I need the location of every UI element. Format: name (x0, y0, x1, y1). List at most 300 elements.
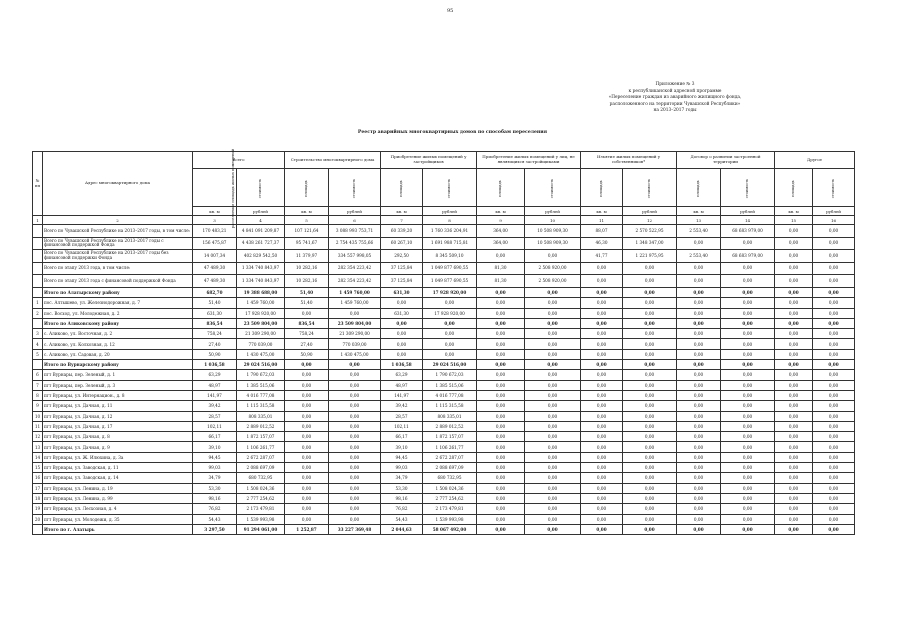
header-group-row (33, 152, 855, 169)
row-value: 0,00 (477, 339, 525, 349)
row-value: 0,00 (721, 483, 775, 493)
row-value: 0,00 (721, 329, 775, 339)
column-number: 9 (477, 216, 525, 225)
row-value: 0,00 (775, 329, 813, 339)
row-value: 1 459 760,00 (329, 298, 381, 308)
row-value: 102,11 (193, 421, 237, 431)
sub-header: площадь (477, 169, 525, 207)
row-address: пос. Восход, ул. Молодежная, д. 2 (43, 308, 193, 318)
row-value: 68 683 979,00 (721, 225, 775, 238)
row-value: 0,00 (581, 524, 623, 534)
row-value: 0,00 (381, 298, 423, 308)
row-value: 0,00 (285, 421, 329, 431)
unit-header: рублей (237, 207, 285, 216)
table-row (33, 493, 855, 503)
row-value: 0,00 (623, 524, 677, 534)
row-value: 94,45 (193, 452, 237, 462)
row-value: 4 438 261 727,37 (237, 237, 285, 250)
sub-header: площадь (285, 169, 329, 207)
row-value: 88,07 (581, 225, 623, 238)
row-value: 0,00 (721, 524, 775, 534)
row-value: 631,30 (381, 287, 423, 297)
row-value: 0,00 (329, 493, 381, 503)
row-value: 770 039,00 (237, 339, 285, 349)
row-value: 0,00 (721, 308, 775, 318)
row-address: пос. Алтышево, ул. Железнодорожная, д. 7 (43, 298, 193, 308)
row-value: 0,00 (813, 308, 855, 318)
row-value: 0,00 (477, 287, 525, 297)
row-value: 0,00 (775, 442, 813, 452)
row-address: пгт Вурнары, ул. Дачная, д. 17 (43, 421, 193, 431)
row-value: 1 106 261,77 (237, 442, 285, 452)
column-number: 2 (43, 216, 193, 225)
row-value: 51,40 (285, 287, 329, 297)
row-number: 8 (33, 390, 43, 400)
row-value: 0,00 (623, 463, 677, 473)
row-value: 0,00 (525, 473, 581, 483)
row-value: 66,17 (381, 432, 423, 442)
row-number (33, 225, 43, 238)
row-address: Всего по Чувашской Республике на 2013–2017 годы, в том числе: (43, 225, 193, 238)
table-row (33, 390, 855, 400)
row-number: 13 (33, 442, 43, 452)
row-value: 0,00 (813, 360, 855, 370)
row-value: 0,00 (423, 318, 477, 328)
row-number (33, 275, 43, 288)
sub-header: стоимость (423, 169, 477, 207)
row-value: 0,00 (677, 298, 721, 308)
row-value: 0,00 (581, 452, 623, 462)
row-value: 48,97 (381, 380, 423, 390)
group-header: Другое (775, 152, 855, 169)
row-value: 0,00 (477, 360, 525, 370)
row-value: 102,11 (381, 421, 423, 431)
row-address: с. Аликово, ул. Колхозная, д. 12 (43, 339, 193, 349)
sub-header: расселяемая площадь жилых помещений (193, 169, 237, 207)
row-value: 54,43 (193, 514, 237, 524)
sub-header: стоимость (623, 169, 677, 207)
row-value: 1 430 475,00 (237, 349, 285, 359)
row-value: 1 334 740 843,97 (237, 262, 285, 275)
row-value: 0,00 (329, 432, 381, 442)
row-value: 50,90 (285, 349, 329, 359)
table-row (33, 298, 855, 308)
row-value: 0,00 (721, 370, 775, 380)
row-value: 0,00 (775, 483, 813, 493)
sub-header: площадь (775, 169, 813, 207)
row-value: 0,00 (677, 275, 721, 288)
row-value: 808 335,01 (237, 411, 285, 421)
column-number: 12 (623, 216, 677, 225)
table-row (33, 432, 855, 442)
row-value: 0,00 (285, 308, 329, 318)
row-value: 1 872 157,07 (423, 432, 477, 442)
row-value: 2 777 254,62 (423, 493, 477, 503)
unit-header: рублей (525, 207, 581, 216)
row-value: 402 829 542,50 (237, 250, 285, 263)
row-value: 1 049 877 690,55 (423, 262, 477, 275)
row-value: 0,00 (677, 493, 721, 503)
row-value: 0,00 (285, 473, 329, 483)
row-value: 0,00 (525, 329, 581, 339)
column-number: 6 (329, 216, 381, 225)
row-value: 170 483,21 (193, 225, 237, 238)
row-value: 47 489,30 (193, 262, 237, 275)
row-value: 94,45 (381, 452, 423, 462)
row-value: 0,00 (581, 339, 623, 349)
row-value: 0,00 (721, 318, 775, 328)
row-value: 0,00 (623, 339, 677, 349)
table-row (33, 504, 855, 514)
row-value: 0,00 (581, 349, 623, 359)
row-value: 0,00 (329, 442, 381, 452)
row-value: 0,00 (581, 287, 623, 297)
row-value: 33 227 369,48 (329, 524, 381, 534)
row-value: 1 106 261,77 (423, 442, 477, 452)
header-number-row (33, 216, 855, 225)
row-value: 0,00 (677, 349, 721, 359)
row-value: 0,00 (775, 370, 813, 380)
row-value: 0,00 (775, 308, 813, 318)
row-value: 0,00 (623, 380, 677, 390)
unit-header: кв. м (193, 207, 237, 216)
row-value: 2 088 697,09 (423, 463, 477, 473)
column-number: 13 (677, 216, 721, 225)
row-value: 34,79 (381, 473, 423, 483)
row-value: 0,00 (477, 452, 525, 462)
sub-header: стоимость (329, 169, 381, 207)
row-address: пгт Вурнары, ул. Ленина, д. 19 (43, 483, 193, 493)
row-address: пгт Вурнары, ул. Ленина, д. 99 (43, 493, 193, 503)
row-value: 0,00 (623, 411, 677, 421)
registry-body (33, 225, 855, 535)
row-value: 836,54 (285, 318, 329, 328)
row-value: 10 282,16 (285, 275, 329, 288)
row-value: 0,00 (721, 421, 775, 431)
row-value: 37 125,84 (381, 275, 423, 288)
row-value: 0,00 (775, 401, 813, 411)
column-number: 3 (193, 216, 237, 225)
column-number: 10 (525, 216, 581, 225)
column-number: 1 (33, 216, 43, 225)
row-value: 0,00 (581, 411, 623, 421)
row-value: 0,00 (285, 390, 329, 400)
row-value: 2 889 012,52 (237, 421, 285, 431)
row-value: 53,30 (193, 483, 237, 493)
row-value: 17 928 920,00 (237, 308, 285, 318)
row-value: 14 007,34 (193, 250, 237, 263)
row-value: 0,00 (477, 370, 525, 380)
row-value: 98,16 (193, 493, 237, 503)
row-number: 11 (33, 421, 43, 431)
total-row (33, 275, 855, 288)
row-value: 0,00 (721, 275, 775, 288)
row-value: 28,57 (193, 411, 237, 421)
row-value: 29 024 516,00 (237, 360, 285, 370)
row-value: 0,00 (581, 442, 623, 452)
row-value: 0,00 (813, 298, 855, 308)
row-value: 0,00 (775, 473, 813, 483)
row-value: 0,00 (285, 493, 329, 503)
group-header: Приобретение жилых помещений у лиц, не являющихся застройщиками (477, 152, 581, 169)
row-value: 1 430 475,00 (329, 349, 381, 359)
row-value: 0,00 (381, 329, 423, 339)
unit-header: рублей (329, 207, 381, 216)
row-value: 0,00 (581, 473, 623, 483)
row-value: 0,00 (721, 493, 775, 503)
row-value: 0,00 (775, 452, 813, 462)
row-value: 10 508 909,30 (525, 225, 581, 238)
row-value: 34,79 (193, 473, 237, 483)
row-number: 4 (33, 339, 43, 349)
row-value: 770 039,00 (329, 339, 381, 349)
row-value: 0,00 (581, 483, 623, 493)
row-value: 0,00 (477, 442, 525, 452)
row-value: 0,00 (775, 262, 813, 275)
row-value: 0,00 (677, 360, 721, 370)
row-value: 0,00 (721, 514, 775, 524)
table-row (33, 442, 855, 452)
row-value: 0,00 (581, 370, 623, 380)
row-value: 2 672 287,07 (423, 452, 477, 462)
row-value: 0,00 (423, 298, 477, 308)
row-value: 8 345 509,10 (423, 250, 477, 263)
unit-header: кв. м (581, 207, 623, 216)
row-value: 0,00 (623, 401, 677, 411)
row-value: 0,00 (623, 298, 677, 308)
row-value: 0,00 (721, 287, 775, 297)
row-address: Всего по этапу 2013 года, в том числе: (43, 262, 193, 275)
row-value: 0,00 (329, 473, 381, 483)
row-value: 0,00 (581, 432, 623, 442)
row-value: 1 508 024,36 (237, 483, 285, 493)
row-value: 51,40 (193, 298, 237, 308)
row-value: 0,00 (477, 380, 525, 390)
row-value: 0,00 (677, 287, 721, 297)
row-value: 0,00 (423, 329, 477, 339)
row-value: 0,00 (813, 401, 855, 411)
row-value: 47 489,30 (193, 275, 237, 288)
row-value: 0,00 (721, 262, 775, 275)
table-row (33, 370, 855, 380)
row-value: 0,00 (581, 493, 623, 503)
row-address: с. Аликово, ул. Восточная, д. 2 (43, 329, 193, 339)
row-value: 107 121,64 (285, 225, 329, 238)
row-value: 0,00 (813, 524, 855, 534)
row-value: 0,00 (775, 514, 813, 524)
row-number (33, 318, 43, 328)
row-value: 0,00 (329, 452, 381, 462)
row-value: 0,00 (329, 390, 381, 400)
row-value: 0,00 (623, 504, 677, 514)
row-value: 0,00 (525, 287, 581, 297)
group-header: Строительство многоквартирного дома (285, 152, 381, 169)
row-value: 0,00 (423, 339, 477, 349)
row-value: 2 570 522,95 (623, 225, 677, 238)
group-header: Изъятие жилых помещений у собственников* (581, 152, 677, 169)
row-value: 68 683 979,00 (721, 250, 775, 263)
row-value: 141,97 (193, 390, 237, 400)
row-value: 2 553,40 (677, 225, 721, 238)
row-value: 37 125,84 (381, 262, 423, 275)
row-value: 0,00 (775, 411, 813, 421)
row-value: 0,00 (285, 370, 329, 380)
row-value: 0,00 (721, 237, 775, 250)
row-value: 156 475,87 (193, 237, 237, 250)
table-row (33, 308, 855, 318)
row-value: 0,00 (581, 308, 623, 318)
row-value: 0,00 (721, 298, 775, 308)
row-value: 0,00 (525, 308, 581, 318)
row-value: 0,00 (813, 237, 855, 250)
row-value: 0,00 (477, 329, 525, 339)
row-value: 141,97 (381, 390, 423, 400)
row-value: 28,57 (381, 411, 423, 421)
row-value: 1 049 877 690,55 (423, 275, 477, 288)
row-value: 0,00 (525, 504, 581, 514)
document-title: Реестр аварийных многоквартирных домов по способам переселения (357, 130, 548, 135)
row-address: пгт Вурнары, пер. Зеленый, д. 3 (43, 380, 193, 390)
row-value: 4 841 091 209,87 (237, 225, 285, 238)
row-value: 2 173 479,81 (237, 504, 285, 514)
table-row (33, 380, 855, 390)
row-value: 0,00 (677, 463, 721, 473)
row-value: 0,00 (813, 493, 855, 503)
row-value: 0,00 (813, 262, 855, 275)
row-value: 99,03 (193, 463, 237, 473)
row-value: 0,00 (477, 524, 525, 534)
row-number (33, 262, 43, 275)
row-value: 0,00 (477, 473, 525, 483)
row-value: 0,00 (623, 349, 677, 359)
row-value: 2 088 697,09 (237, 463, 285, 473)
row-value: 1 334 740 843,97 (237, 275, 285, 288)
unit-header: рублей (813, 207, 855, 216)
row-value: 680 732,95 (237, 473, 285, 483)
table-row (33, 483, 855, 493)
row-value: 0,00 (623, 329, 677, 339)
row-address: пгт Вурнары, ул. Молодежи, д. 35 (43, 514, 193, 524)
row-value: 282 354 223,42 (329, 262, 381, 275)
unit-header: рублей (423, 207, 477, 216)
row-value: 0,00 (525, 250, 581, 263)
row-value: 0,00 (775, 390, 813, 400)
row-value: 0,00 (775, 225, 813, 238)
row-value: 60 339,20 (381, 225, 423, 238)
row-value: 292,50 (381, 250, 423, 263)
row-value: 0,00 (477, 411, 525, 421)
table-row (33, 329, 855, 339)
row-value: 50,90 (193, 349, 237, 359)
row-value: 0,00 (285, 401, 329, 411)
row-value: 1 508 024,36 (423, 483, 477, 493)
row-value: 4 016 777,08 (423, 390, 477, 400)
column-number: 15 (775, 216, 813, 225)
row-value: 39,10 (381, 442, 423, 452)
row-value: 46,30 (581, 237, 623, 250)
row-value: 0,00 (285, 452, 329, 462)
row-value: 0,00 (721, 432, 775, 442)
appendix-caption (585, 82, 765, 115)
unit-header: рублей (623, 207, 677, 216)
row-value: 2 508 920,00 (525, 275, 581, 288)
table-row (33, 452, 855, 462)
row-number: 6 (33, 370, 43, 380)
row-value: 0,00 (477, 298, 525, 308)
column-number: 16 (813, 216, 855, 225)
row-number: 20 (33, 514, 43, 524)
row-value: 0,00 (525, 390, 581, 400)
row-value: 0,00 (329, 370, 381, 380)
page-number: 95 (447, 8, 454, 14)
row-number: 18 (33, 493, 43, 503)
row-value: 0,00 (525, 452, 581, 462)
row-value: 0,00 (285, 432, 329, 442)
subtotal-row (33, 318, 855, 328)
row-value: 0,00 (813, 504, 855, 514)
row-value: 0,00 (581, 401, 623, 411)
unit-header: кв. м (677, 207, 721, 216)
row-value: 2 672 287,07 (237, 452, 285, 462)
row-value: 0,00 (623, 514, 677, 524)
row-value: 0,00 (477, 463, 525, 473)
row-address: с. Аликово, ул. Садовая, д. 20 (43, 349, 193, 359)
row-value: 0,00 (721, 473, 775, 483)
row-value: 0,00 (677, 237, 721, 250)
row-value: 1 459 760,00 (329, 287, 381, 297)
row-value: 0,00 (677, 442, 721, 452)
row-value: 0,00 (813, 329, 855, 339)
row-value: 0,00 (775, 432, 813, 442)
column-number: 14 (721, 216, 775, 225)
row-value: 23 509 804,00 (329, 318, 381, 328)
appendix-line: Приложение № 3 (655, 82, 695, 87)
row-value: 0,00 (813, 250, 855, 263)
row-value: 29 024 516,00 (423, 360, 477, 370)
row-value: 0,00 (525, 339, 581, 349)
row-value: 0,00 (525, 380, 581, 390)
column-number: 5 (285, 216, 329, 225)
column-number: 11 (581, 216, 623, 225)
row-value: 76,82 (193, 504, 237, 514)
row-number: 1 (33, 298, 43, 308)
row-value: 0,00 (525, 432, 581, 442)
row-value: 0,00 (525, 483, 581, 493)
row-value: 0,00 (285, 380, 329, 390)
row-value: 0,00 (477, 483, 525, 493)
row-value: 0,00 (623, 442, 677, 452)
row-value: 0,00 (677, 380, 721, 390)
row-address: Всего по Чувашской Республике на 2013–2017 годы без финансовой поддержки Фонда (43, 250, 193, 263)
row-value: 0,00 (477, 318, 525, 328)
row-value: 0,00 (813, 390, 855, 400)
row-value: 0,00 (813, 370, 855, 380)
row-value: 2 044,63 (381, 524, 423, 534)
unit-header: рублей (721, 207, 775, 216)
row-value: 0,00 (677, 308, 721, 318)
row-value: 0,00 (525, 514, 581, 524)
row-value: 0,00 (329, 421, 381, 431)
row-value: 0,00 (623, 473, 677, 483)
row-value: 0,00 (677, 473, 721, 483)
row-value: 0,00 (329, 401, 381, 411)
row-value: 0,00 (525, 463, 581, 473)
table-row (33, 463, 855, 473)
sub-header: стоимость (525, 169, 581, 207)
col-no-header: № пп (33, 152, 43, 216)
row-value: 758,24 (285, 329, 329, 339)
row-address: пгт Вурнары, ул. Дачная, д. 11 (43, 401, 193, 411)
